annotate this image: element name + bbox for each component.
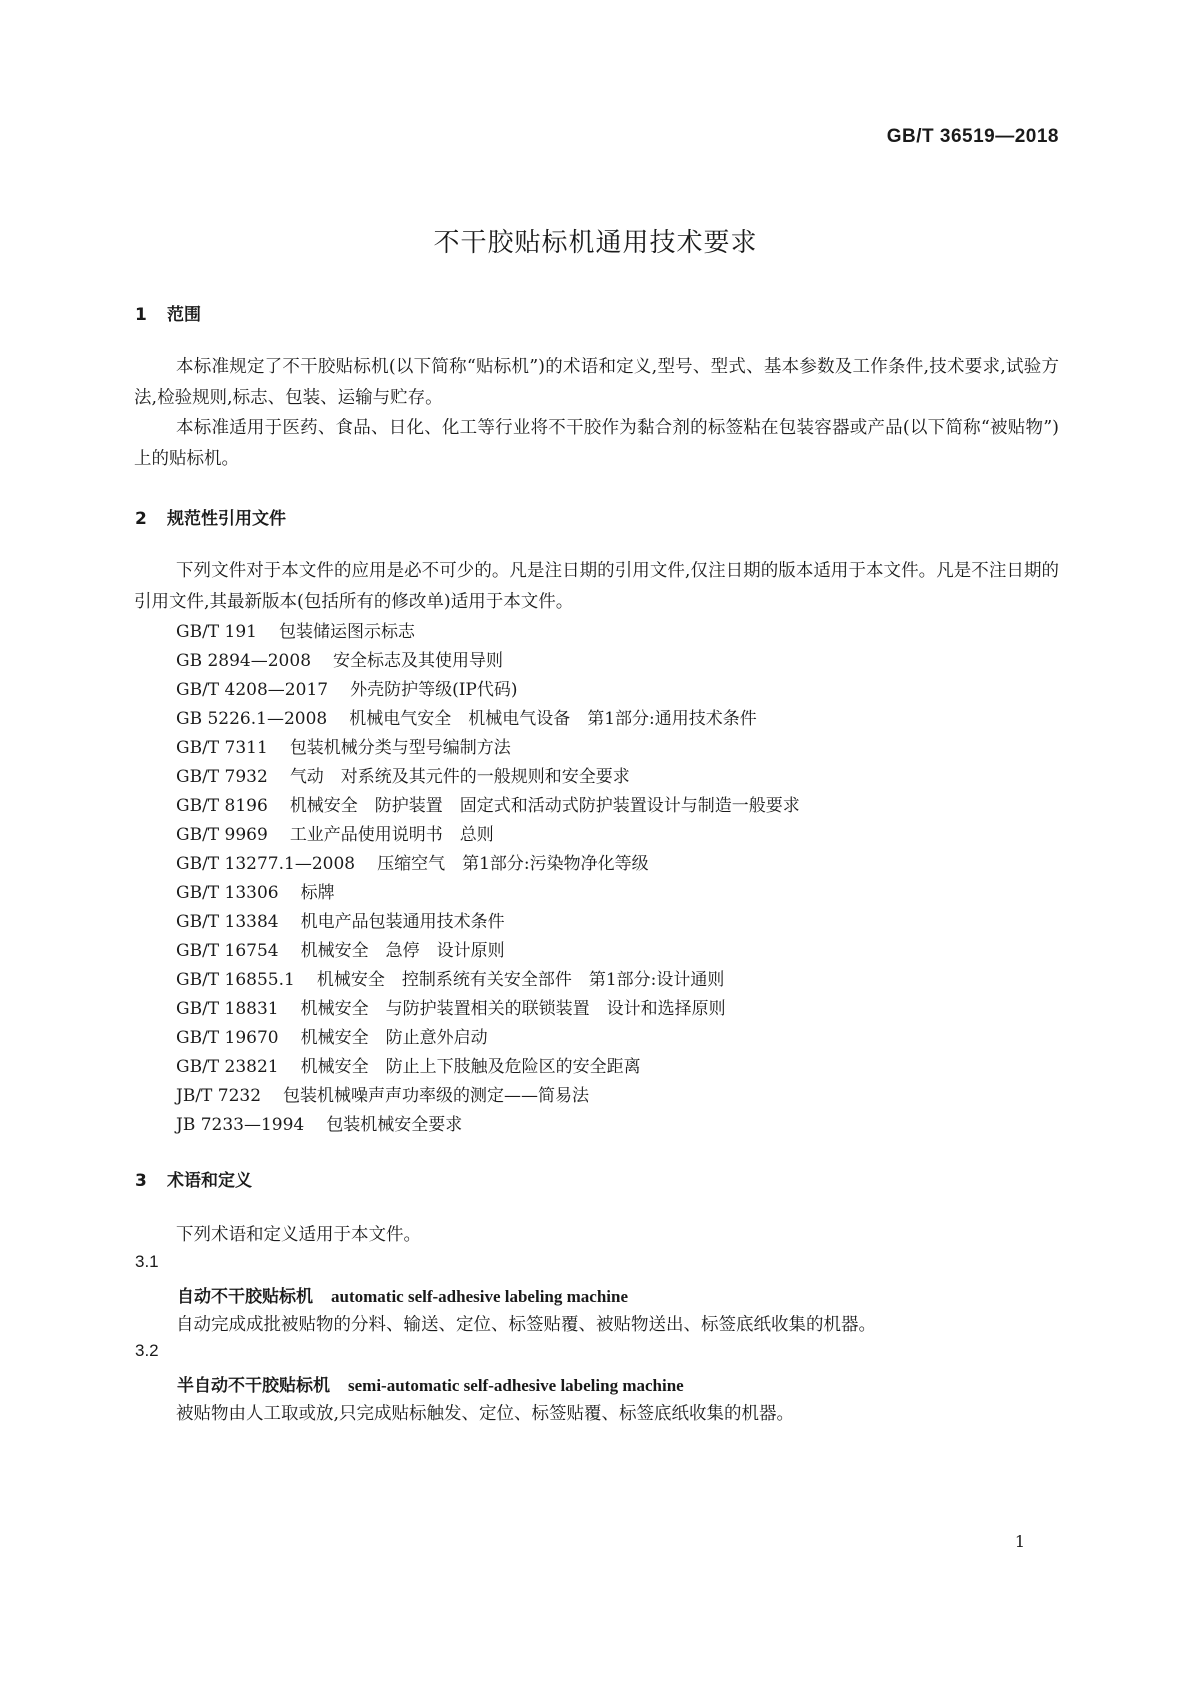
- term-chinese: 半自动不干胶贴标机: [177, 1376, 330, 1396]
- section-1-heading: [135, 300, 201, 325]
- term-english: automatic self-adhesive labeling machine: [331, 1287, 629, 1306]
- reference-title: 标牌: [300, 883, 335, 903]
- reference-title: 外壳防护等级(IP代码): [350, 680, 518, 700]
- reference-title: 机械电气安全 机械电气设备 第1部分:通用技术条件: [349, 709, 757, 729]
- reference-code: GB/T 13384: [176, 912, 279, 932]
- reference-item: [176, 1081, 589, 1106]
- reference-title: 机械安全 防护装置 固定式和活动式防护装置设计与制造一般要求: [289, 796, 800, 816]
- section-title: 术语和定义: [167, 1171, 252, 1191]
- reference-title: 包装机械分类与型号编制方法: [289, 738, 511, 758]
- term-definition: 自动完成成批被贴物的分料、输送、定位、标签贴覆、被贴物送出、标签底纸收集的机器。: [176, 1315, 876, 1335]
- reference-code: GB/T 8196: [176, 796, 268, 816]
- section-number: 3: [135, 1171, 147, 1191]
- reference-code: JB/T 7232: [176, 1086, 262, 1106]
- section-3-heading: [135, 1166, 252, 1191]
- reference-item: [176, 646, 503, 671]
- reference-item: [176, 791, 800, 816]
- reference-code: GB/T 16855.1: [176, 970, 295, 990]
- reference-item: [176, 878, 335, 903]
- standard-number: GB/T 36519—2018: [886, 126, 1059, 147]
- reference-code: GB/T 18831: [176, 999, 279, 1019]
- document-title: 不干胶贴标机通用技术要求: [433, 228, 758, 258]
- section-2-intro: 下列文件对于本文件的应用是必不可少的。凡是注日期的引用文件,仅注日期的版本适用于本文件。凡是不注日期的引用文件,其最新版本(包括所有的修改单)适用于本文件。: [134, 561, 1059, 612]
- reference-item: [176, 994, 726, 1019]
- reference-title: 机械安全 与防护装置相关的联锁装置 设计和选择原则: [300, 999, 726, 1019]
- page-number: 1: [1014, 1532, 1025, 1551]
- section-1-paragraph-2: 本标准适用于医药、食品、日化、化工等行业将不干胶作为黏合剂的标签粘在包装容器或产品(以下简称“被贴物”)上的贴标机。: [134, 418, 1059, 469]
- reference-code: GB/T 13306: [176, 883, 279, 903]
- reference-title: 包装储运图示标志: [279, 622, 415, 642]
- reference-item: [176, 704, 757, 729]
- reference-item: [176, 936, 505, 961]
- reference-title: 压缩空气 第1部分:污染物净化等级: [377, 854, 649, 874]
- reference-code: GB/T 16754: [176, 941, 279, 961]
- clause-number: 3.1: [135, 1252, 159, 1271]
- reference-title: 机械安全 防止意外启动: [300, 1028, 488, 1048]
- reference-title: 工业产品使用说明书 总则: [289, 825, 494, 845]
- reference-code: GB 5226.1—2008: [176, 709, 328, 729]
- reference-title: 机械安全 防止上下肢触及危险区的安全距离: [300, 1057, 641, 1077]
- section-title: 范围: [167, 305, 201, 325]
- reference-title: 安全标志及其使用导则: [333, 651, 504, 671]
- reference-item: [176, 849, 649, 874]
- reference-code: GB/T 4208—2017: [176, 680, 329, 700]
- section-number: 2: [135, 509, 147, 529]
- reference-item: [176, 617, 415, 642]
- clause-number: 3.2: [135, 1341, 159, 1360]
- reference-item: [176, 1052, 641, 1077]
- reference-item: [176, 820, 494, 845]
- term-english: semi-automatic self-adhesive labeling machine: [348, 1376, 684, 1395]
- term-definition: 被贴物由人工取或放,只完成贴标触发、定位、标签贴覆、标签底纸收集的机器。: [176, 1404, 795, 1424]
- reference-item: [176, 1023, 488, 1048]
- reference-code: GB 2894—2008: [176, 651, 312, 671]
- term-entry: [177, 1282, 628, 1307]
- reference-code: GB/T 23821: [176, 1057, 279, 1077]
- reference-title: 机械安全 控制系统有关安全部件 第1部分:设计通则: [316, 970, 725, 990]
- reference-item: [176, 733, 511, 758]
- reference-title: 机电产品包装通用技术条件: [300, 912, 505, 932]
- term-entry: [177, 1371, 684, 1396]
- reference-code: GB/T 191: [176, 622, 257, 642]
- reference-code: JB 7233—1994: [176, 1115, 305, 1135]
- reference-title: 包装机械噪声声功率级的测定——简易法: [283, 1086, 590, 1106]
- section-1-paragraph-1: 本标准规定了不干胶贴标机(以下简称“贴标机”)的术语和定义,型号、型式、基本参数及工作条件,技术要求,试验方法,检验规则,标志、包装、运输与贮存。: [134, 357, 1059, 408]
- reference-item: [176, 762, 630, 787]
- reference-item: [176, 965, 724, 990]
- reference-item: [176, 675, 518, 700]
- section-number: 1: [135, 305, 147, 325]
- reference-code: GB/T 9969: [176, 825, 268, 845]
- section-title: 规范性引用文件: [167, 509, 286, 529]
- reference-item: [176, 1110, 462, 1135]
- term-chinese: 自动不干胶贴标机: [177, 1287, 313, 1307]
- section-2-heading: [135, 504, 286, 529]
- section-3-intro: 下列术语和定义适用于本文件。: [176, 1225, 421, 1245]
- reference-code: GB/T 7311: [176, 738, 268, 758]
- reference-code: GB/T 13277.1—2008: [176, 854, 356, 874]
- reference-title: 机械安全 急停 设计原则: [300, 941, 505, 961]
- reference-title: 包装机械安全要求: [326, 1115, 463, 1135]
- reference-title: 气动 对系统及其元件的一般规则和安全要求: [289, 767, 630, 787]
- reference-code: GB/T 19670: [176, 1028, 279, 1048]
- reference-item: [176, 907, 505, 932]
- reference-code: GB/T 7932: [176, 767, 268, 787]
